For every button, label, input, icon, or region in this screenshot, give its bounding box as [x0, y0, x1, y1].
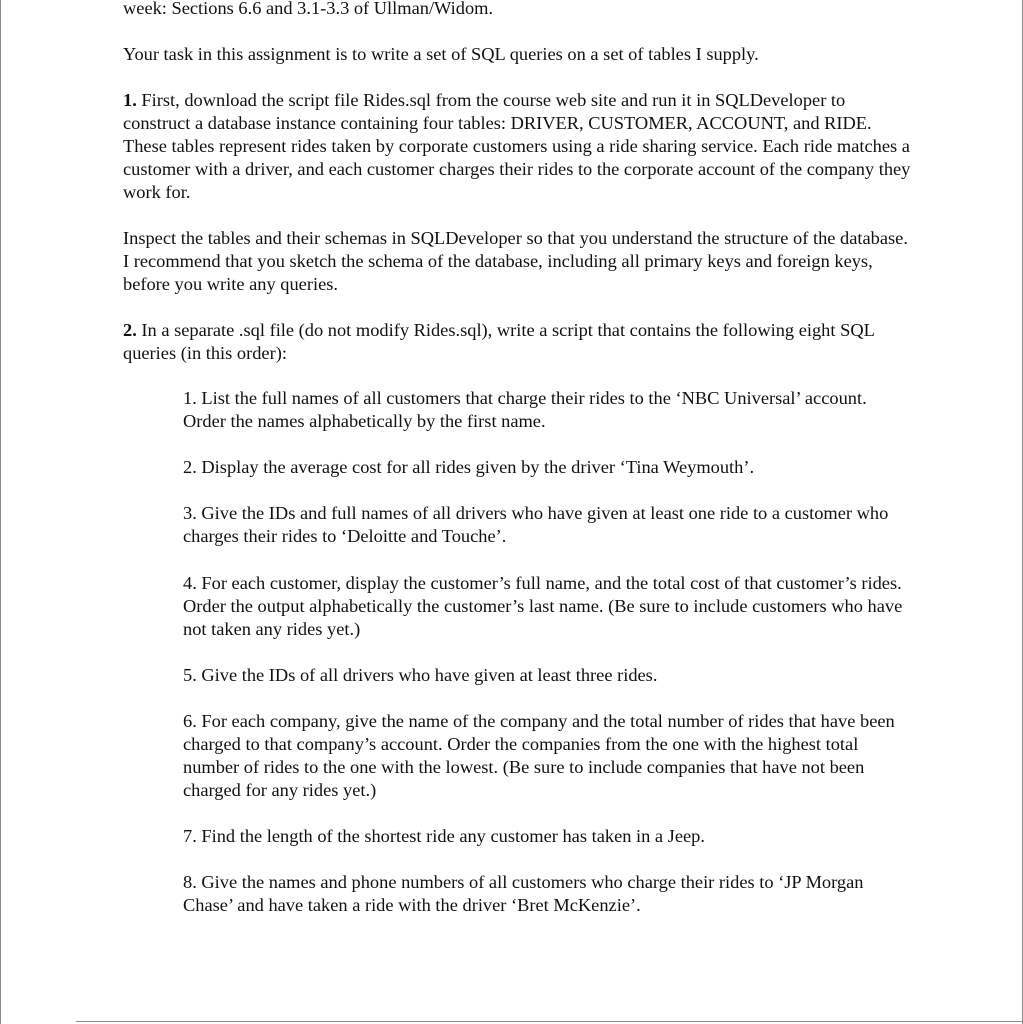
query-8: 8. Give the names and phone numbers of all customers who charge their rides to ‘JP Morgan Chase’ and have taken a ride with the driver ‘Bret McKenzie’.	[183, 872, 864, 915]
page-bottom-border	[76, 1021, 1023, 1022]
step-1-text: First, download the script file Rides.sql from the course web site and run it in SQLDeveloper to construct a database instance containing four tables: DRIVER, CUSTOMER, ACCOUNT, and RIDE. These tables represent rides taken by corporate customers using a ride sharing service. Each ride matches a customer with a driver, and each customer charges their rides to the corporate account of the company they work for.	[123, 90, 911, 202]
header-line: week: Sections 6.6 and 3.1-3.3 of Ullman/Widom.	[123, 0, 494, 18]
query-7: 7. Find the length of the shortest ride any customer has taken in a Jeep.	[183, 826, 705, 846]
step-1-paragraph	[123, 89, 913, 204]
query-3: 3. Give the IDs and full names of all drivers who have given at least one ride to a customer who charges their rides to ‘Deloitte and Touche’.	[183, 503, 889, 546]
query-6: 6. For each company, give the name of the company and the total number of rides that have been charged to that company’s account. Order the companies from the one with the highest total number of rides to the one with the lowest. (Be sure to include companies that have not been charged for any rides yet.)	[183, 711, 895, 800]
query-1: 1. List the full names of all customers that charge their rides to the ‘NBC Universal’ account. Order the names alphabetically by the first name.	[183, 388, 867, 431]
inspect-paragraph: Inspect the tables and their schemas in SQLDeveloper so that you understand the structure of the database. I recommend that you sketch the schema of the database, including all primary keys and foreign keys, before you write any queries.	[123, 228, 908, 294]
query-4: 4. For each customer, display the customer’s full name, and the total cost of that customer’s rides. Order the output alphabetically the customer’s last name. (Be sure to include customers who have not taken any rides yet.)	[183, 573, 903, 639]
step-2-number: 2.	[123, 320, 137, 340]
step-1-number: 1.	[123, 90, 137, 110]
query-2: 2. Display the average cost for all rides given by the driver ‘Tina Weymouth’.	[183, 457, 755, 477]
step-2-paragraph	[123, 319, 913, 365]
step-2-text: In a separate .sql file (do not modify Rides.sql), write a script that contains the following eight SQL queries (in this order):	[123, 320, 875, 363]
query-5: 5. Give the IDs of all drivers who have given at least three rides.	[183, 665, 658, 685]
intro-paragraph: Your task in this assignment is to write a set of SQL queries on a set of tables I supply.	[123, 44, 759, 64]
